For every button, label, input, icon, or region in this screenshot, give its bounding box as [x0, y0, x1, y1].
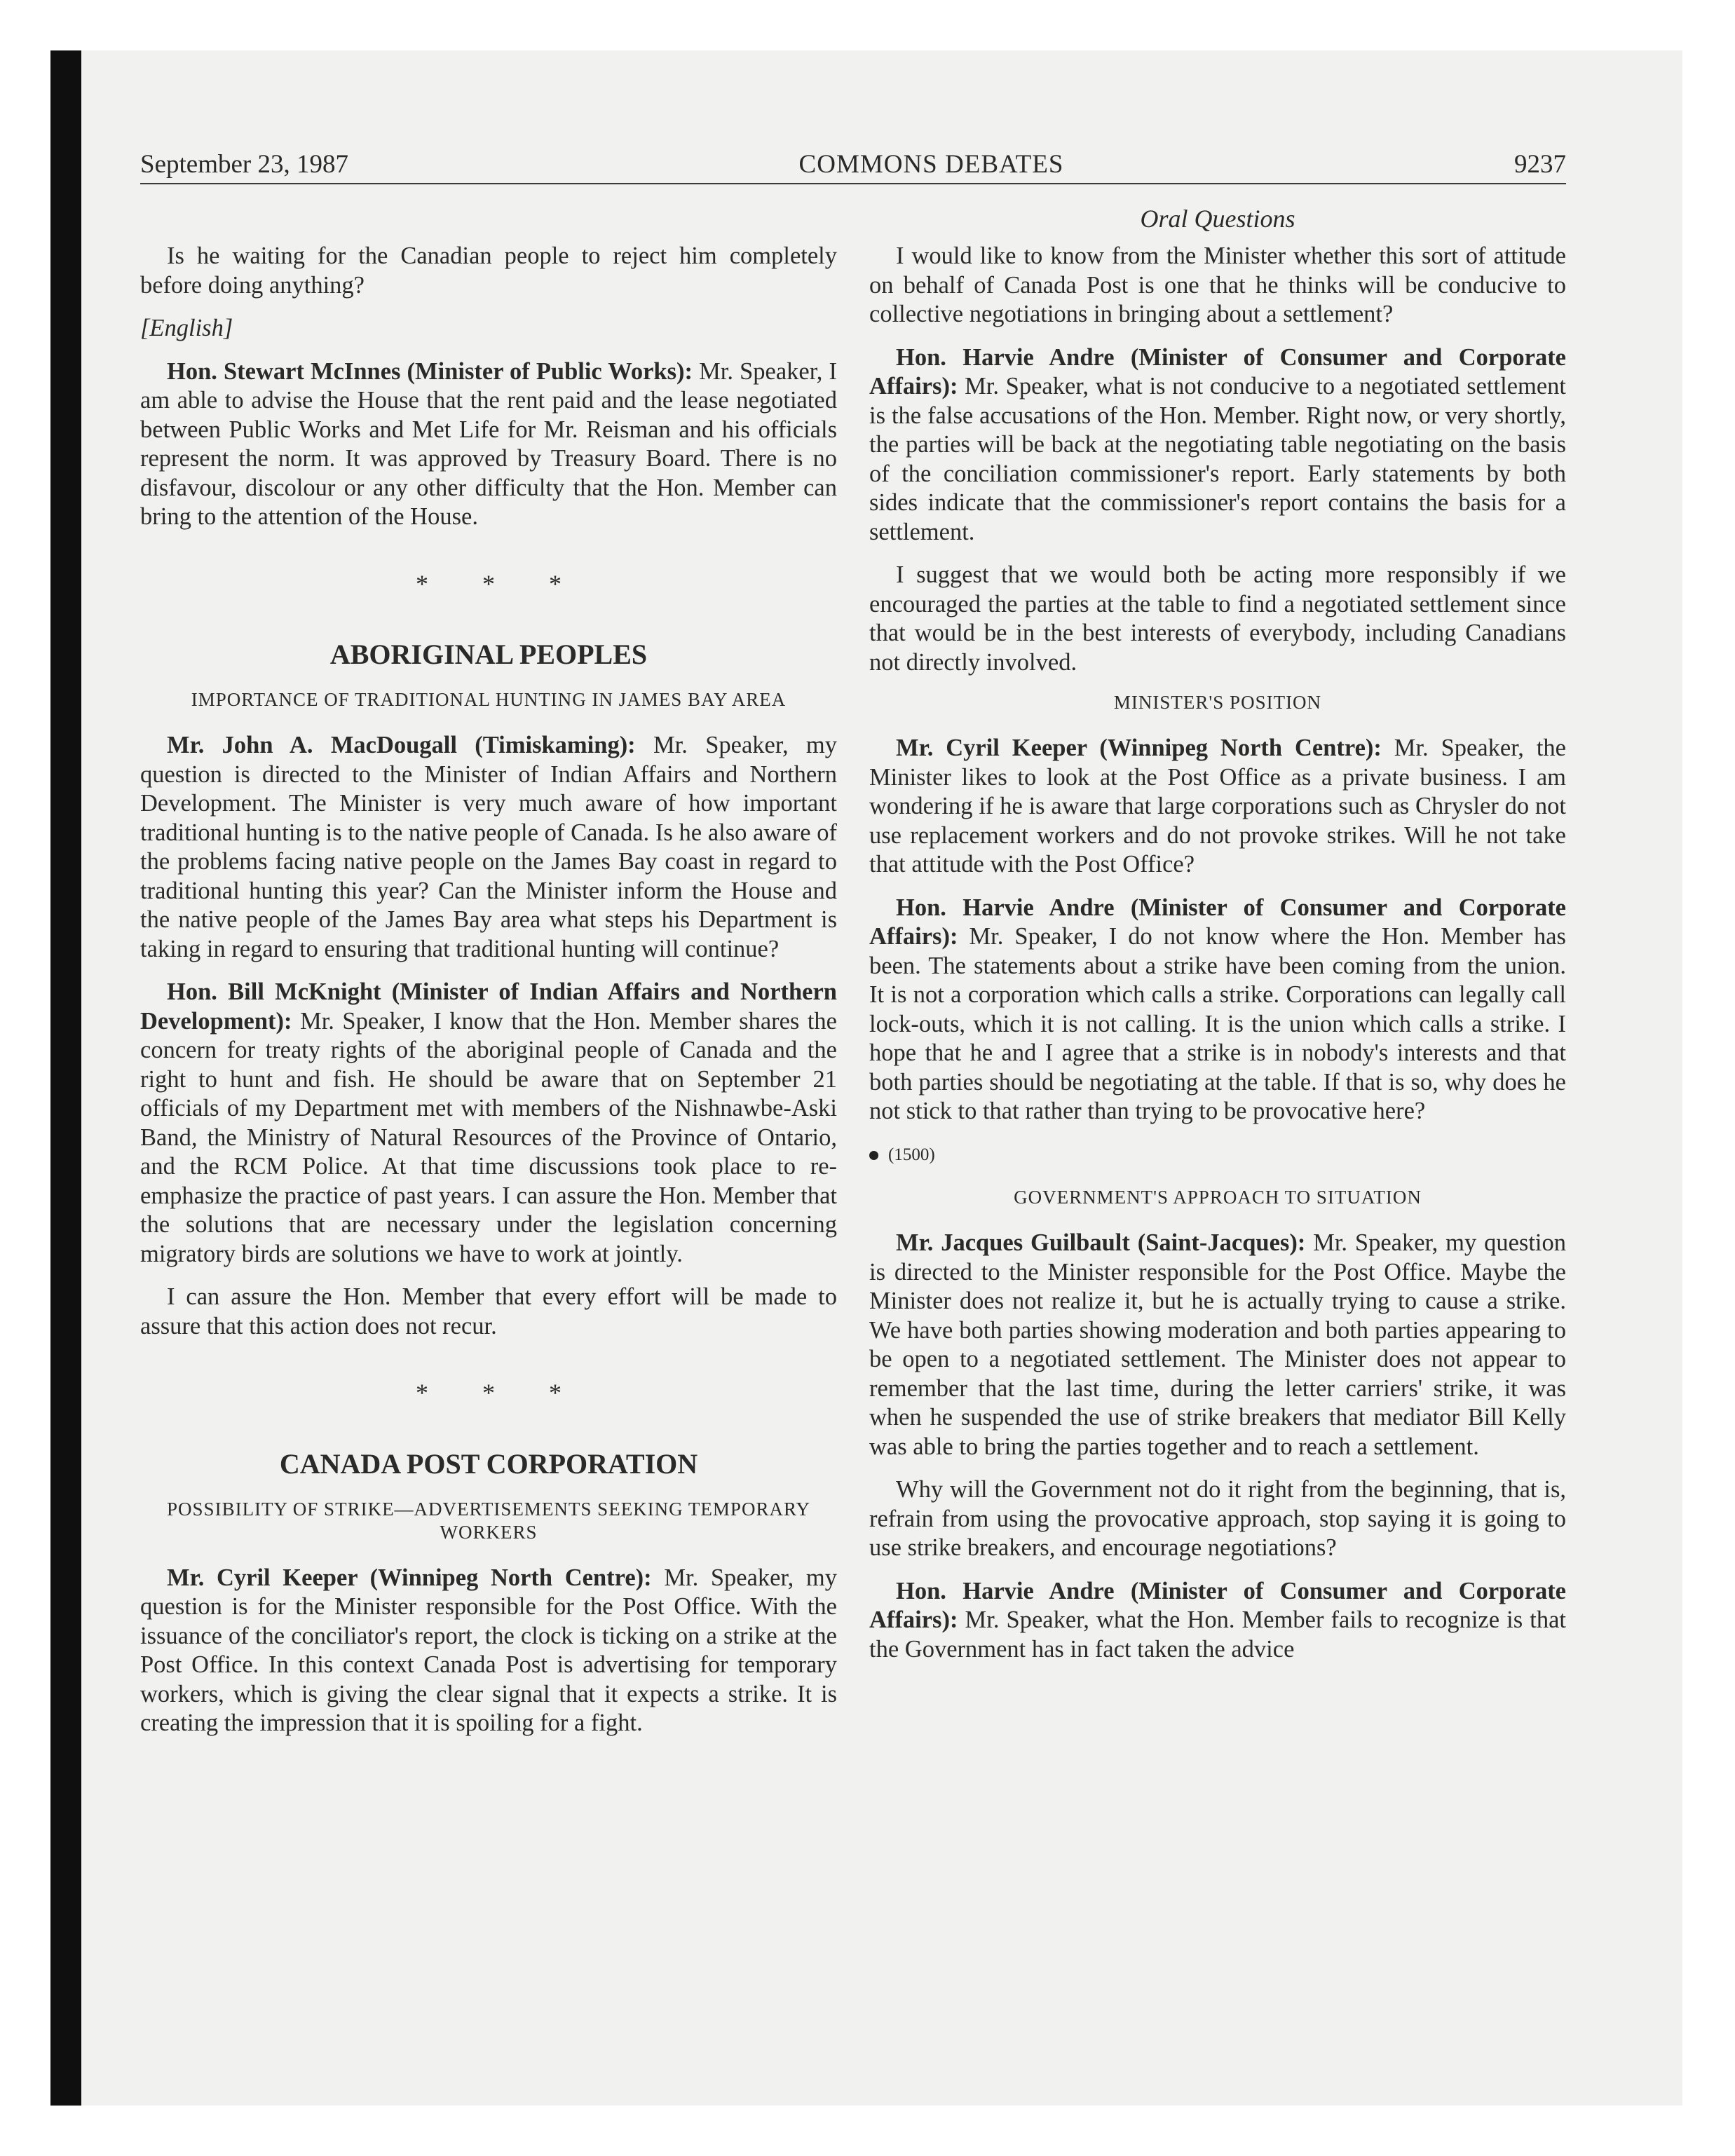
language-marker: [English] [140, 315, 233, 341]
header-title: COMMONS DEBATES [798, 150, 1064, 179]
paragraph [869, 734, 1566, 880]
time-marker [869, 1140, 1566, 1170]
speaker-name: Hon. Bill McKnight (Minister of Indian Affairs and Northern Development): [140, 978, 837, 1035]
scan-edge-shadow [50, 50, 81, 2106]
running-header [140, 149, 1566, 184]
paragraph [140, 978, 837, 1269]
section-separator: * * * [416, 1379, 585, 1407]
speech-text: Mr. Speaker, my question is for the Minister responsible for the Post Office. With the issuance of the conciliator's report, the clock is ticking on a strike at the Post Office. In this context Canada Post is advertising for temporary workers, which is giving the clear signal that it expects a strike. It is creating the impression that it is spoiling for a fight. [140, 1564, 837, 1736]
paragraph [869, 1577, 1566, 1665]
paragraph [869, 343, 1566, 547]
bullet-icon [869, 1151, 878, 1160]
speech-text: Mr. Speaker, my question is directed to the Minister responsible for the Post Office. Maybe the Minister does not realize it, but he is actually trying to cause a strike. We have both parties showing moderation and both parties appearing to be open to a negotiated settlement. The Minister does not appear to remember that the last time, during the letter carriers' strike, it was when he suspended the use of strike breakers that mediator Bill Kelly was able to bring the parties together and to reach a settlement. [869, 1229, 1566, 1460]
paragraph [869, 1229, 1566, 1461]
section-heading: CANADA POST CORPORATION [279, 1447, 698, 1480]
paragraph: Is he waiting for the Canadian people to reject him completely before doing anything? [140, 243, 837, 299]
right-column-subhead: Oral Questions [1140, 205, 1295, 233]
header-page-number: 9237 [1513, 150, 1566, 179]
paragraph: I would like to know from the Minister whether this sort of attitude on behalf of Canada Post is one that he thinks will be conducive to collective negotiations in bringing about a settlement? [869, 243, 1566, 327]
paragraph [140, 1564, 837, 1738]
paragraph [140, 731, 837, 964]
speech-text: Mr. Speaker, my question is directed to the Minister of Indian Affairs and Northern Development. The Minister is very much aware of how important traditional hunting is to the native people of Canada. Is he also aware of the problems facing native people on the James Bay coast in regard to traditional hunting this year? Can the Minister inform the House and the native people of the James Bay area what steps his Department is taking in regard to ensuring that traditional hunting will continue? [140, 732, 837, 962]
speaker-name: Hon. Harvie Andre (Minister of Consumer and Corporate Affairs): [869, 343, 1566, 400]
speaker-name: Hon. Stewart McInnes (Minister of Public Works): [167, 357, 693, 385]
section-separator: * * * [416, 569, 585, 598]
speech-text: Mr. Speaker, I am able to advise the House that the rent paid and the lease negotiated between Public Works and Met Life for Mr. Reisman and his officials represent the norm. It was approved by Treasury Board. There is no disfavour, discolour or any other difficulty that the Hon. Member can bring to the attention of the House. [140, 357, 838, 530]
speech-text: Mr. Speaker, I do not know where the Hon. Member has been. The statements about a strike have been coming from the union. It is not a corporation which calls a strike. Corporations can legally call lock-outs, which it is not calling. It is the union which calls a strike. I hope that he and I agree that a strike is in nobody's interests and that both parties should be negotiating at the table. If that is so, why does he not stick to that rather than trying to be provocative here? [869, 923, 1566, 1124]
subsection-heading: POSSIBILITY OF STRIKE—ADVERTISEMENTS SEEKING TEMPORARY WORKERS [167, 1498, 810, 1543]
paragraph: I suggest that we would both be acting more responsibly if we encouraged the parties at the table to find a negotiated settlement since that would be in the best interests of everybody, including Canadians not directly involved. [869, 561, 1566, 676]
speaker-name: Mr. Cyril Keeper (Winnipeg North Centre): [167, 1564, 652, 1591]
speaker-name: Mr. Cyril Keeper (Winnipeg North Centre): [896, 735, 1382, 761]
time-marker-text: (1500) [888, 1145, 935, 1164]
speech-text: Mr. Speaker, I know that the Hon. Member shares the concern for treaty rights of the aboriginal people of Canada and the right to hunt and fish. He should be aware that on September 21 officials of my Department met with members of the Nishnawbe-Aski Band, the Ministry of Natural Resources of the Province of Ontario, and the RCM Police. At that time discussions took place to re-emphasize the practice of past years. I can assure the Hon. Member that the solutions that are necessary under the legislation concerning migratory birds are solutions we have to work at jointly. [140, 1007, 837, 1267]
speaker-name: Mr. Jacques Guilbault (Saint-Jacques): [896, 1229, 1306, 1256]
paragraph [140, 357, 837, 532]
speaker-name: Hon. Harvie Andre (Minister of Consumer and Corporate Affairs): [869, 1577, 1566, 1633]
speaker-name: Mr. John A. MacDougall (Timiskaming): [167, 732, 636, 758]
subsection-heading: MINISTER'S POSITION [1113, 692, 1322, 713]
speaker-name: Hon. Harvie Andre (Minister of Consumer and Corporate Affairs): [869, 894, 1566, 950]
subsection-heading: IMPORTANCE OF TRADITIONAL HUNTING IN JAMES BAY AREA [191, 689, 787, 710]
subsection-heading: GOVERNMENT'S APPROACH TO SITUATION [1014, 1187, 1422, 1208]
speech-text: Mr. Speaker, what is not conducive to a negotiated settlement is the false accusations of the Hon. Member. Right now, or very shortly, the parties will be back at the negotiating table negotiating on the basis of the conciliation commissioner's report. Early statements by both sides indicate that the commissioner's report contains the basis for a settlement. [869, 373, 1566, 545]
right-column [869, 242, 1566, 1678]
paragraph: I can assure the Hon. Member that every effort will be made to assure that this action does not recur. [140, 1283, 837, 1339]
header-date: September 23, 1987 [140, 150, 348, 179]
paragraph [869, 894, 1566, 1126]
left-column [140, 242, 837, 1752]
speech-text: Mr. Speaker, what the Hon. Member fails to recognize is that the Government has in fact taken the advice [869, 1606, 1566, 1663]
speech-text: Mr. Speaker, the Minister likes to look at the Post Office as a private business. I am wondering if he is aware that large corporations such as Chrysler do not use replacement workers and do not provoke strikes. Will he not take that attitude with the Post Office? [869, 735, 1566, 878]
section-heading: ABORIGINAL PEOPLES [329, 639, 648, 670]
paragraph: Why will the Government not do it right from the beginning, that is, refrain from using the provocative approach, stop saying it is going to use strike breakers, and encourage negotiations? [869, 1476, 1566, 1561]
